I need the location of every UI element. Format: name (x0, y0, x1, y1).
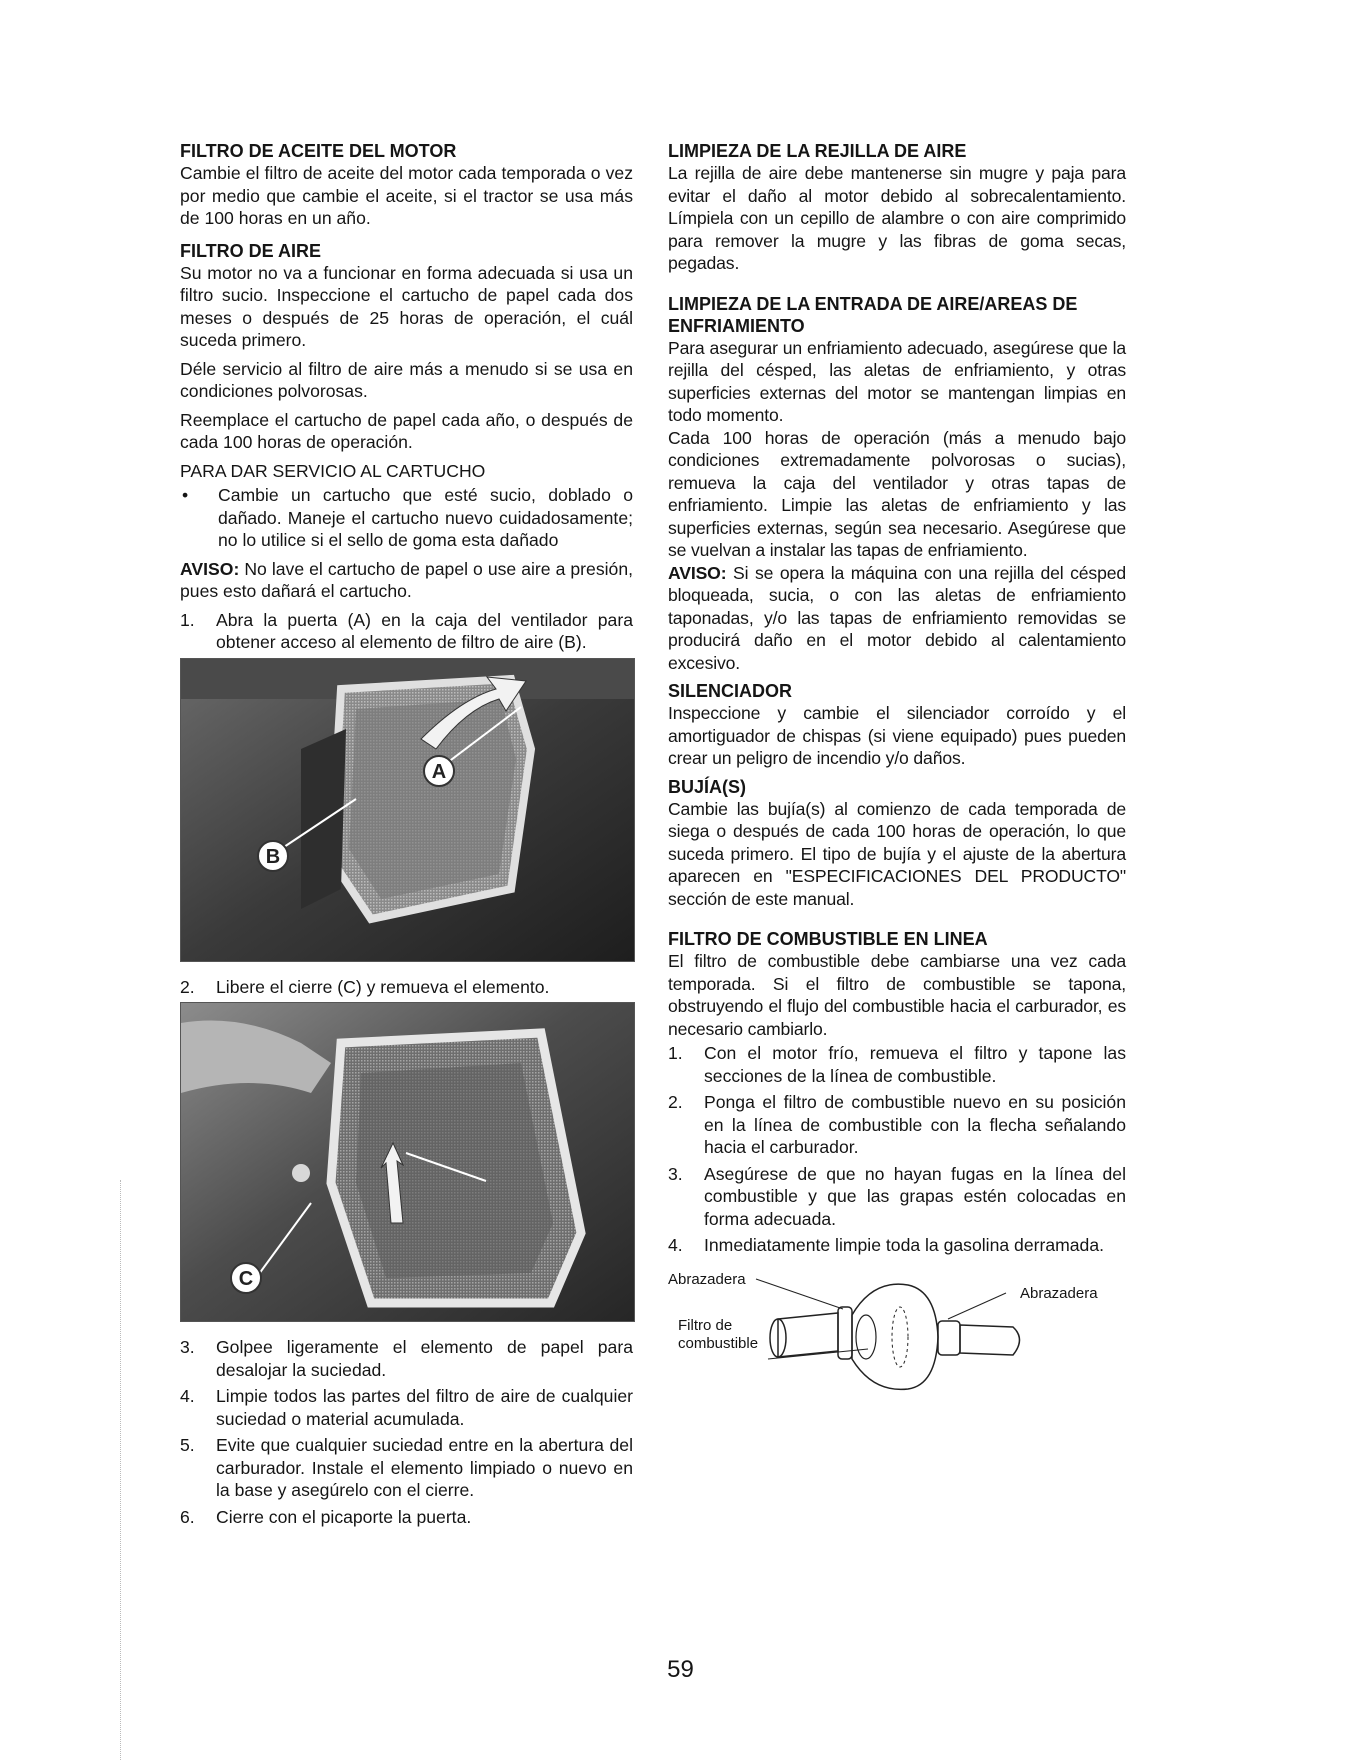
step-number: 6. (180, 1506, 195, 1527)
page-number: 59 (667, 1656, 694, 1683)
air-filter-paragraph-3: Reemplace el cartucho de papel cada año, o después de cada 100 horas de operación. (180, 409, 633, 452)
air-filter-paragraph-2: Déle servicio al filtro de aire más a menudo si se usa en condiciones polvorosas. (180, 358, 633, 401)
fuel-filter-label-line-2: combustible (678, 1334, 759, 1352)
spark-plug-heading: BUJÍA(S) (668, 776, 747, 797)
step-text: Libere el cierre (C) y remueva el elemento. (216, 976, 550, 997)
left-notice-text: No lave el cartucho de papel o use aire a presión, pues esto dañará el cartucho. (180, 558, 633, 601)
figure-latch-photo (180, 1002, 635, 1322)
air-filter-step-2 (180, 976, 633, 999)
cartridge-service-subheading: PARA DAR SERVICIO AL CARTUCHO (180, 460, 486, 481)
cooling-areas-paragraph-2: Cada 100 horas de operación (más a menudo bajo condiciones extremadamente polvorosas o sucias), remueva la caja del ventilador y otras tapas de enfriamiento. Limpie las aletas de enfriamiento y las superficies externas, según sea necesario. Asegúrese que se vuelvan a instalar las tapas de enfriamiento. (668, 427, 1126, 560)
right-column (668, 140, 1126, 1397)
step-number: 5. (180, 1435, 195, 1455)
air-filter-step-1 (180, 609, 633, 654)
fuel-filter-heading: FILTRO DE COMBUSTIBLE EN LINEA (668, 929, 988, 949)
left-clamp-label: Abrazadera (668, 1270, 746, 1288)
right-notice (668, 562, 1126, 675)
cartridge-bullet (180, 484, 633, 552)
step-number: 4. (180, 1386, 195, 1406)
fuel-filter-step-2 (668, 1091, 1126, 1159)
cartridge-bullet-text: Cambie un cartucho que esté sucio, doblado o dañado. Maneje el cartucho nuevo cuidadosamente; no lo utilice si el sello de goma esta dañado (218, 485, 633, 550)
step-text: Ponga el filtro de combustible nuevo en su posición en la línea de combustible con la flecha señalando hacia el carburador. (704, 1092, 1126, 1157)
step-number: 4. (668, 1235, 683, 1255)
step-text: Abra la puerta (A) en la caja del ventilador para obtener acceso al elemento de filtro de aire (B). (216, 609, 633, 652)
fuel-filter-step-3 (668, 1163, 1126, 1231)
step-number: 3. (180, 1337, 195, 1357)
right-notice-text: Si se opera la máquina con una rejilla del césped bloqueada, sucia, o con las aletas de enfriamiento taponadas, y/o las tapas de enfriamiento removidas se producirá daño en el motor debido al calentamiento excesivo. (668, 562, 1126, 673)
engine-oil-filter-text: Cambie el filtro de aceite del motor cada temporada o vez por medio que cambie el aceite, si el tractor se usa más de 100 horas en un año. (180, 163, 633, 228)
cooling-areas-heading: LIMPIEZA DE LA ENTRADA DE AIRE/AREAS DE ENFRIAMIENTO (668, 293, 1078, 336)
left-notice-label: AVISO: (180, 558, 240, 579)
step-number: 3. (668, 1163, 683, 1184)
air-filter-paragraph-1: Su motor no va a funcionar en forma adecuada si usa un filtro sucio. Inspeccione el cartucho de papel cada dos meses o después de 25 horas de operación, el cuál suceda primero. (180, 262, 633, 350)
step-text: Asegúrese de que no hayan fugas en la línea del combustible y que las grapas estén colocadas en forma adecuada. (704, 1163, 1126, 1229)
air-filter-step-5 (180, 1434, 633, 1502)
fuel-filter-text: El filtro de combustible debe cambiarse una vez cada temporada. Si el filtro de combustible se tapona, obstruyendo el flujo del combustible hacia el carburador, es necesario cambiarlo. (668, 951, 1126, 1039)
left-notice (180, 558, 633, 603)
step-text: Golpee ligeramente el elemento de papel para desalojar la suciedad. (216, 1337, 633, 1380)
step-text: Cierre con el picaporte la puerta. (216, 1506, 472, 1527)
fuel-filter-label-line-1: Filtro de (678, 1316, 733, 1334)
step-text: Con el motor frío, remueva el filtro y tapone las secciones de la línea de combustible. (704, 1043, 1126, 1086)
step-text: Inmediatamente limpie toda la gasolina derramada. (704, 1235, 1105, 1255)
step-number: 2. (668, 1092, 683, 1112)
engine-oil-filter-heading: FILTRO DE ACEITE DEL MOTOR (180, 141, 457, 161)
step-number: 1. (668, 1043, 683, 1063)
callout-a-label: A (431, 760, 447, 783)
step-text: Evite que cualquier suciedad entre en la abertura del carburador. Instale el elemento limpiado o nuevo en la base y asegúrelo con el cierre. (216, 1435, 633, 1500)
air-filter-heading: FILTRO DE AIRE (180, 240, 321, 261)
fuel-filter-diagram (668, 1267, 1126, 1397)
step-number: 1. (180, 609, 195, 630)
callout-b-label: B (265, 845, 281, 868)
muffler-heading: SILENCIADOR (668, 681, 793, 701)
air-filter-step-6 (180, 1506, 633, 1529)
callout-c-label: C (238, 1268, 254, 1290)
fuel-filter-step-4 (668, 1234, 1126, 1257)
bullet-mark: • (182, 485, 189, 505)
step-text: Limpie todos las partes del filtro de aire de cualquier suciedad o material acumulada. (216, 1386, 633, 1429)
air-filter-steps-continued (180, 1336, 633, 1528)
air-filter-step-3 (180, 1336, 633, 1381)
air-screen-heading: LIMPIEZA DE LA REJILLA DE AIRE (668, 141, 967, 161)
air-filter-step-4 (180, 1385, 633, 1430)
blower-housing-illustration (181, 659, 634, 961)
left-column (180, 140, 633, 1532)
right-notice-label: AVISO: (668, 562, 727, 583)
air-screen-text: La rejilla de aire debe mantenerse sin mugre y paja para evitar el daño al motor debido al sobrecalentamiento. Límpiela con un cepillo de alambre o con aire comprimido para remover la mugre y las fibras de goma secas, pegadas. (668, 163, 1126, 273)
latch-illustration (181, 1003, 634, 1321)
muffler-text: Inspeccione y cambie el silenciador corroído y el amortiguador de chispas (si viene equipado) pues pueden crear un peligro de incendio y/o daños. (668, 703, 1126, 768)
figure-blower-housing-photo (180, 658, 635, 962)
right-clamp-label: Abrazadera (1020, 1284, 1098, 1302)
spark-plug-text: Cambie las bujía(s) al comienzo de cada temporada de siega o después de cada 100 horas de operación, lo que suceda primero. El tipo de bujía y el ajuste de la abertura aparecen en "ESPECIFICACIONES DEL PRODUCTO" sección de este manual. (668, 798, 1126, 909)
fuel-filter-step-1 (668, 1042, 1126, 1087)
cooling-areas-paragraph-1: Para asegurar un enfriamiento adecuado, asegúrese que la rejilla del césped, las aletas de enfriamiento, y otras superficies externas del motor se mantengan limpias en todo momento. (668, 337, 1126, 425)
step-number: 2. (180, 976, 195, 997)
